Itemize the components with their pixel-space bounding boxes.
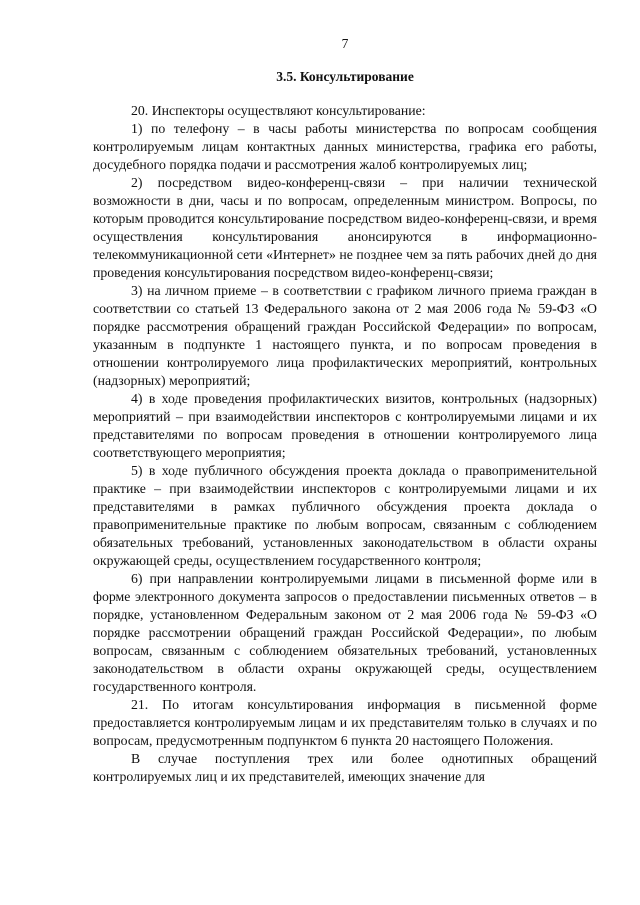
section-title: 3.5. Консультирование (276, 69, 414, 84)
paragraph-item-1: 1) по телефону – в часы работы министерства по вопросам сообщения контролируемым лицам контактных данных министерства, графика его работы, досудебного порядка подачи и рассмотрения жалоб контролируемых лиц; (93, 121, 597, 172)
paragraph-item-3: 3) на личном приеме – в соответствии с графиком личного приема граждан в соответствии со статьей 13 Федерального закона от 2 мая 2006 года № 59-ФЗ «О порядке рассмотрения обращений граждан Российской Федерации» по вопросам, указанным в подпункте 1 настоящего пункта, и по вопросам проведения в отношении контролируемого лица профилактических мероприятий, контрольных (надзорных) мероприятий; (93, 283, 597, 388)
paragraph-20-intro: 20. Инспекторы осуществляют консультирование: (131, 103, 426, 118)
page-number: 7 (341, 36, 349, 51)
paragraph-21: 21. По итогам консультирования информация в письменной форме предоставляется контролируемым лицам и их представителям только в случаях и по вопросам, предусмотренным подпунктом 6 пункта 20 настоящего Положения. (93, 697, 597, 748)
paragraph-item-2: 2) посредством видео-конференц-связи – при наличии технической возможности в дни, часы и по вопросам, определенным министром. Вопросы, по которым проводится консультирование посредством видео-конференц-связи, и время осуществления консультирования анонсируются в информационно-телекоммуникационной сети «Интернет» не позднее чем за пять рабочих дней до дня проведения консультирования посредством видео-конференц-связи; (93, 175, 597, 280)
body-text (93, 102, 597, 786)
paragraph-item-5: 5) в ходе публичного обсуждения проекта доклада о правоприменительной практике – при взаимодействии инспекторов с контролируемыми лицами и их представителями в рамках публичного обсуждения проекта доклада о правоприменительные практике по любым вопросам, связанным с соблюдением обязательных требований, установленных законодательством в области охраны окружающей среды, осуществлением государственного контроля; (93, 463, 597, 568)
paragraph-item-4: 4) в ходе проведения профилактических визитов, контрольных (надзорных) мероприятий – при взаимодействии инспекторов с контролируемыми лицами и их представителями по вопросам проведения в отношении контролируемого лица соответствующего мероприятия; (93, 391, 597, 460)
paragraph-21-continuation: В случае поступления трех или более однотипных обращений контролируемых лиц и их представителей, имеющих значение для (93, 751, 597, 784)
paragraph-item-6: 6) при направлении контролируемыми лицами в письменной форме или в форме электронного документа запросов о предоставлении письменных ответов – в порядке, установленном Федеральным законом от 2 мая 2006 года № 59-ФЗ «О порядке рассмотрении обращений граждан Российской Федерации», по любым вопросам, связанным с соблюдением обязательных требований, установленных законодательством в области охраны окружающей среды, осуществлением государственного контроля. (93, 571, 597, 694)
